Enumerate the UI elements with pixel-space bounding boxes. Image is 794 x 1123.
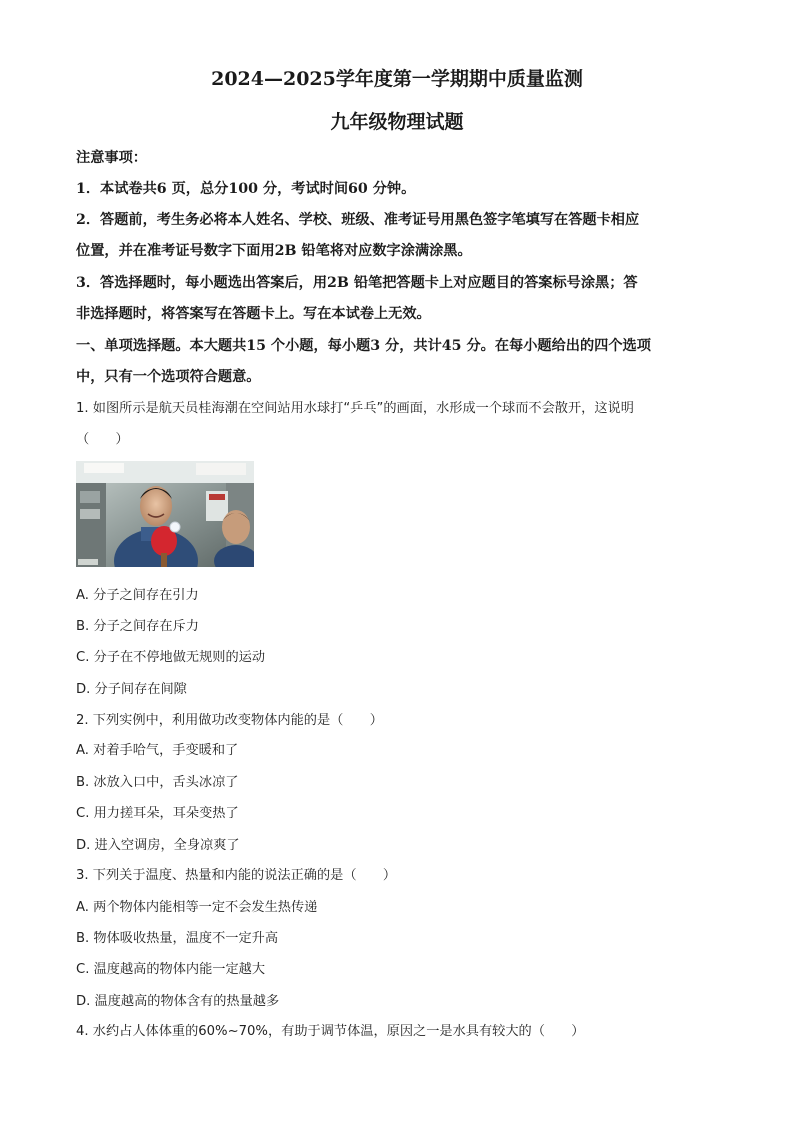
question-3-stem: 3. 下列关于温度、热量和内能的说法正确的是（ ） bbox=[76, 868, 397, 883]
question-3-option: B. 物体吸收热量，温度不一定升高 bbox=[76, 931, 279, 946]
notice-heading: 注意事项： bbox=[76, 150, 147, 166]
question-3-option: C. 温度越高的物体内能一定越大 bbox=[76, 962, 266, 977]
question-2-option: B. 冰放入口中，舌头冰凉了 bbox=[76, 775, 239, 790]
question-1-option: D. 分子间存在间隙 bbox=[76, 682, 187, 697]
question-2-option: D. 进入空调房，全身凉爽了 bbox=[76, 838, 240, 853]
notice-line: 非选择题时，将答案写在答题卡上。写在本试卷上无效。 bbox=[76, 306, 431, 322]
question-1-stem: 1. 如图所示是航天员桂海潮在空间站用水球打“乒乓”的画面，水形成一个球而不会散开，这说明 bbox=[76, 401, 634, 416]
exam-title: 2024—2025学年度第一学期期中质量监测 bbox=[211, 68, 583, 90]
notice-line: 位置，并在准考证号数字下面用2B 铅笔将对应数字涂满涂黑。 bbox=[76, 243, 472, 259]
question-1-photo bbox=[76, 461, 254, 567]
notice-line: 3．答选择题时，每小题选出答案后，用2B 铅笔把答题卡上对应题目的答案标号涂黑；答 bbox=[76, 275, 638, 291]
notice-line: 2．答题前，考生务必将本人姓名、学校、班级、准考证号用黑色签字笔填写在答题卡相应 bbox=[76, 212, 640, 228]
section-heading: 一、单项选择题。本大题共15 个小题，每小题3 分，共计45 分。在每小题给出的四个选项 bbox=[76, 338, 651, 354]
notice-line: 1．本试卷共6 页，总分100 分，考试时间60 分钟。 bbox=[76, 181, 416, 197]
section-heading: 中，只有一个选项符合题意。 bbox=[76, 369, 261, 385]
question-1-option: C. 分子在不停地做无规则的运动 bbox=[76, 650, 266, 665]
question-4-stem: 4. 水约占人体体重的60%~70%，有助于调节体温，原因之一是水具有较大的（ ） bbox=[76, 1024, 585, 1039]
question-2-option: A. 对着手哈气，手变暖和了 bbox=[76, 743, 239, 758]
question-3-option: A. 两个物体内能相等一定不会发生热传递 bbox=[76, 900, 318, 915]
question-1-option: A. 分子之间存在引力 bbox=[76, 588, 199, 603]
question-3-option: D. 温度越高的物体含有的热量越多 bbox=[76, 994, 280, 1009]
question-2-option: C. 用力搓耳朵，耳朵变热了 bbox=[76, 806, 239, 821]
question-1-option: B. 分子之间存在斥力 bbox=[76, 619, 199, 634]
question-2-stem: 2. 下列实例中，利用做功改变物体内能的是（ ） bbox=[76, 713, 383, 728]
question-1-stem: （ ） bbox=[76, 432, 129, 447]
exam-subtitle: 九年级物理试题 bbox=[330, 111, 464, 133]
